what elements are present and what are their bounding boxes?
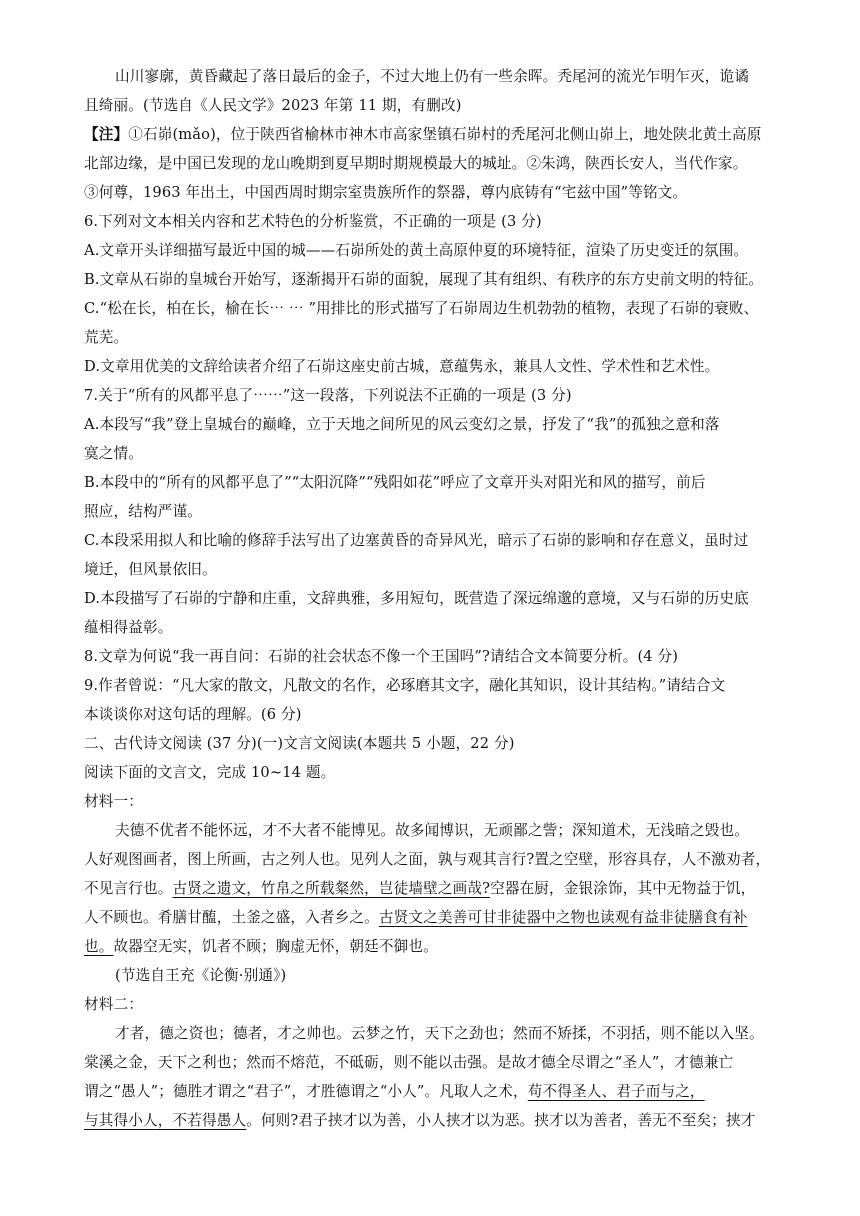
material-1-line: 人好观图画者，图上所画，古之列人也。见列人之面，孰与观其言行?置之空壁，形容具存，人不激劝者， xyxy=(84,851,771,868)
question-7-option-b-cont: 照应，结构严谨。 xyxy=(84,503,202,520)
question-7-option-c-cont: 境迁，但风景依旧。 xyxy=(84,561,217,578)
question-7-option-c: C.本段采用拟人和比喻的修辞手法写出了边塞黄昏的奇异风光，暗示了石峁的影响和存在意义，虽时过 xyxy=(84,532,749,549)
underlined-sentence: 也。 xyxy=(84,938,114,955)
material-1-line: 夫德不优者不能怀远，才不大者不能博见。故多闻博识，无顽鄙之訾；深知道术，无浅暗之毁也。 xyxy=(115,822,749,839)
note-line: 北部边缘，是中国已发现的龙山晚期到夏早期时期规模最大的城址。②朱鸿，陕西长安人，当代作家。 xyxy=(84,155,748,172)
note-text: ①石峁(mǎo)，位于陕西省榆林市神木市高家堡镇石峁村的秃尾河北侧山峁上，地处陕北黄土高原 xyxy=(128,126,762,143)
note-line xyxy=(84,125,761,145)
question-6-stem: 6.下列对文本相关内容和艺术特色的分析鉴赏，不正确的一项是 (3 分) xyxy=(84,213,542,230)
section-instruction: 阅读下面的文言文，完成 10~14 题。 xyxy=(84,764,336,781)
material-1-line xyxy=(84,908,748,928)
question-9: 9.作者曾说：“凡大家的散文，凡散文的名作，必琢磨其文字，融化其知识，设计其结构。”请结合文 xyxy=(84,677,726,694)
question-6-option-a: A.文章开头详细描写最近中国的城——石峁所处的黄土高原仲夏的环境特征，渲染了历史变迁的氛围。 xyxy=(84,242,749,259)
note-line: ③何尊，1963 年出土，中国西周时期宗室贵族所作的祭器，尊内底铸有“宅兹中国”等铭文。 xyxy=(84,184,688,201)
underlined-sentence: 与其得小人，不若得愚人 xyxy=(84,1112,247,1129)
note-lead: 【注】 xyxy=(84,126,129,143)
material-2-line xyxy=(84,1082,705,1102)
passage-line: 山川寥廓，黄昏藏起了落日最后的金子，不过大地上仍有一些余晖。秃尾河的流光乍明乍灭，诡谲 xyxy=(115,68,749,85)
text-segment: 空器在厨，金银涂饰，其中无物益于饥， xyxy=(490,880,756,897)
material-2-label: 材料二： xyxy=(84,996,143,1013)
material-1-line xyxy=(84,937,438,957)
question-6-option-d: D.文章用优美的文辞给读者介绍了石峁这座史前古城，意蕴隽永，兼具人文性、学术性和艺术性。 xyxy=(84,358,720,375)
question-6-option-c: C.“松在长，柏在长，榆在长⋯ ⋯ ”用排比的形式描写了石峁周边生机勃勃的植物，表现了石峁的衰败、 xyxy=(84,300,759,317)
question-9-cont: 本谈谈你对这句话的理解。(6 分) xyxy=(84,706,302,723)
question-7-option-d: D.本段描写了石峁的宁静和庄重，文辞典雅，多用短句，既营造了深远绵邈的意境，又与石峁的历史底 xyxy=(84,590,749,607)
question-7-option-b: B.本段中的“所有的风都平息了”“太阳沉降”“残阳如花”呼应了文章开头对阳光和风的描写，前后 xyxy=(84,474,706,491)
material-1-label: 材料一： xyxy=(84,793,143,810)
question-7-option-d-cont: 蕴相得益彰。 xyxy=(84,619,173,636)
material-2-line: 才者，德之资也；德者，才之帅也。云梦之竹，天下之劲也；然而不矫揉，不羽括，则不能以入坚。 xyxy=(115,1025,764,1042)
question-7-option-a-cont: 寞之情。 xyxy=(84,445,143,462)
material-1-source: (节选自王充《论衡·别通》) xyxy=(115,967,287,984)
question-7-stem: 7.关于“所有的风都平息了⋯⋯”这一段落，下列说法不正确的一项是 (3 分) xyxy=(84,387,572,404)
question-7-option-a: A.本段写“我”登上皇城台的巅峰，立于天地之间所见的风云变幻之景，抒发了“我”的孤独之意和落 xyxy=(84,416,720,433)
material-2-line xyxy=(84,1111,755,1131)
text-segment: 不见言行也。 xyxy=(84,880,173,897)
passage-source-line: 且绮丽。(节选自《人民文学》2023 年第 11 期，有删改) xyxy=(84,97,462,114)
underlined-sentence: 古贤之遗文，竹帛之所载粲然，岂徒墙壁之画哉? xyxy=(172,880,491,897)
material-2-line: 棠溪之金，天下之利也；然而不熔范，不砥砺，则不能以击强。是故才德全尽谓之“圣人”，才德兼亡 xyxy=(84,1054,734,1071)
question-6-option-b: B.文章从石峁的皇城台开始写，逐渐揭开石峁的面貌，展现了其有组织、有秩序的东方史前文明的特征。 xyxy=(84,271,764,288)
material-1-line xyxy=(84,879,755,899)
underlined-sentence: 苟不得圣人、君子而与之， xyxy=(527,1083,705,1100)
text-segment: 故器空无实，饥者不顾；胸虚无怀，朝廷不御也。 xyxy=(113,938,438,955)
text-segment: 谓之“愚人”；德胜才谓之“君子”，才胜德谓之“小人”。凡取人之术， xyxy=(84,1083,528,1100)
question-8: 8.文章为何说“我一再自问：石峁的社会状态不像一个王国吗”?请结合文本简要分析。(4 分) xyxy=(84,648,679,665)
text-segment: 人不顾也。肴膳甘醢，土釜之盛，入者乡之。 xyxy=(84,909,379,926)
text-segment: 。何则?君子挟才以为善，小人挟才以为恶。挟才以为善者，善无不至矣；挟才 xyxy=(246,1112,756,1129)
question-6-option-c-cont: 荒芜。 xyxy=(84,329,129,346)
underlined-sentence: 古贤文之美善可甘非徒器中之物也读观有益非徒膳食有补 xyxy=(378,909,748,926)
section-heading: 二、古代诗文阅读 (37 分)(一)文言文阅读(本题共 5 小题，22 分) xyxy=(84,735,515,752)
